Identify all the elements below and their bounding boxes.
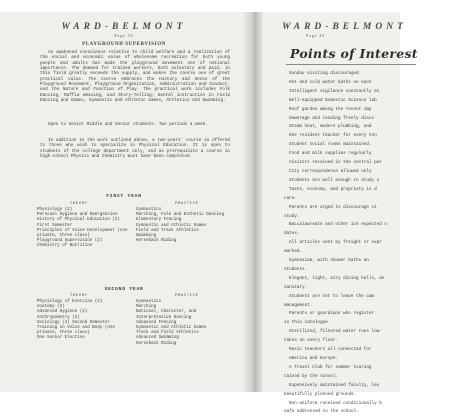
- point-item: Sunday visiting discouraged.: [289, 71, 362, 76]
- point-item: Hot and cold water baths on each: [289, 79, 372, 85]
- course-item: Playground Supervision (2): [37, 239, 103, 244]
- course-item: Advanced Swimming: [136, 336, 179, 341]
- point-item: in this catalogue.: [284, 320, 331, 326]
- point-item: care.: [284, 195, 297, 201]
- paragraph-text: Open to Senior Middle and Senior students. Two periods a week.: [48, 122, 208, 127]
- point-item: Visitors received in the central par: [289, 160, 382, 166]
- point-item: Gymnasium, with shower baths an: [289, 258, 369, 264]
- course-item: Swimming: [136, 234, 157, 239]
- first-year-practice-list: [136, 208, 231, 244]
- right-page: [262, 12, 418, 415]
- point-item: Non-uniform received conditionally b: [289, 400, 382, 406]
- second-year-practice-label: PRACTICE: [175, 294, 199, 298]
- point-item: Taste, economy, and propriety in d: [289, 186, 377, 192]
- point-item: Student social rooms maintained.: [289, 142, 372, 148]
- course-item: Advanced Hygiene (2): [37, 310, 88, 315]
- point-item: Parents or guardians who register: [289, 311, 375, 317]
- point-item: Music teachers all connected for: [289, 347, 372, 353]
- point-item: Elegant, light, airy dining halls, an: [289, 275, 385, 281]
- point-item: management.: [284, 302, 313, 308]
- points-of-interest-title: Points of Interest: [290, 46, 418, 61]
- course-item: Physiology (2): [37, 208, 73, 212]
- second-year-heading: SECOND YEAR: [104, 287, 144, 292]
- course-item: Field and Track Athletics: [136, 228, 199, 233]
- right-page-number: Page 40: [306, 34, 326, 38]
- paragraph-two-year-course: [40, 138, 230, 159]
- course-item: One Senior Elective: [37, 336, 85, 341]
- course-item: Advanced Fencing: [136, 320, 177, 325]
- point-item: Sewerage and lending freely disco: [289, 115, 375, 121]
- point-item: All articles sent by freight or expr: [289, 240, 382, 246]
- course-item: Elementary Fencing: [136, 218, 182, 223]
- point-item: City correspondence allowed only: [289, 168, 372, 174]
- point-item: safe addressed to the school.: [284, 409, 359, 415]
- course-item: Gymnastic and Athletic Games: [136, 223, 207, 228]
- point-item: A Travel Club for summer touring: [289, 364, 372, 370]
- point-item: sanitary.: [284, 284, 308, 290]
- point-item: Baccalaureate and other ice expected o: [289, 222, 387, 228]
- point-item: takes on every floor.: [284, 338, 339, 344]
- point-item: Well-equipped Domestic Science lab: [289, 97, 377, 103]
- paragraph-eligibility: [40, 122, 230, 127]
- course-item: Horseback Riding: [136, 341, 177, 346]
- title-rule: [286, 64, 416, 65]
- first-year-theory-label: THEORY: [70, 202, 88, 206]
- first-year-heading: FIRST YEAR: [106, 194, 142, 199]
- first-year-practice-label: PRACTICE: [175, 202, 199, 206]
- course-item: Marching: [136, 305, 157, 310]
- paragraph-text: In addition to the work outlined above, a two-years' course is offered to those who wish to specialize in Physical Education. It is open to students of the college department only, and as prerequisite a course in high-school Physics and Chemistry must have been completed.: [40, 138, 230, 160]
- point-item: tained by the school.: [284, 373, 339, 379]
- point-item: dates.: [284, 231, 300, 237]
- point-item: marked.: [284, 249, 303, 255]
- point-item: Food and milk supplies regularly: [289, 151, 372, 157]
- point-item: Expensively maintained faculty, las: [289, 382, 380, 388]
- point-item: Roof garden among the recent imp: [289, 106, 372, 112]
- point-item: Sterilized, filtered water runs low-: [289, 329, 382, 335]
- course-item: Personal Hygiene and Emergencies: [37, 213, 118, 218]
- left-running-head: WARD-BELMONT: [61, 22, 187, 32]
- course-item: Gymnastic and Athletic Games: [136, 326, 207, 331]
- first-year-theory-list: [37, 208, 131, 250]
- point-item: study.: [284, 213, 300, 219]
- course-item: Sociology (4) Second Semester: [37, 320, 110, 325]
- course-item: Principles of Voice Development (one private, three class): [37, 228, 128, 239]
- course-item: Anthropometry (2): [37, 315, 80, 320]
- course-item: National, Character, and Interpretative Dancing: [136, 310, 197, 320]
- course-item: Training in Voice and Body (one private, three class): [37, 326, 115, 336]
- point-item: students.: [284, 266, 308, 272]
- section-title: PLAYGROUND SUPERVISION: [82, 42, 166, 47]
- course-item: Horseback Riding: [136, 239, 177, 244]
- point-item: Students are not to leave the cam: [289, 293, 375, 299]
- point-item: Intelligent vigilance constantly ex: [289, 88, 380, 94]
- left-page-number: Page 39: [114, 34, 134, 38]
- course-item: Gymnastics: [136, 300, 162, 304]
- point-item: beautifully planned grounds.: [284, 391, 357, 397]
- course-item: Anatomy (2): [37, 305, 65, 310]
- course-item: Physiology of Exercise (2): [37, 300, 103, 304]
- right-running-head: WARD-BELMONT: [282, 22, 407, 32]
- course-item: Chemistry of Nutrition: [37, 244, 93, 249]
- left-page: [0, 12, 248, 392]
- point-item: Steam heat, modern plumbing, and: [289, 124, 372, 130]
- point-item: Students are well enough to study o: [289, 177, 380, 183]
- second-year-theory-label: THEORY: [70, 294, 88, 298]
- paragraph-intro: [40, 50, 230, 103]
- point-item: America and Europe.: [289, 356, 338, 361]
- second-year-theory-list: [37, 300, 131, 342]
- course-item: History of Physical Education (2) First Semester: [37, 218, 120, 228]
- course-item: Gymnastics: [136, 208, 162, 212]
- paragraph-text: An awakened conscience relative to child welfare and a realization of the social and economic value of wholesome recreation for both young people and adults has made the playground movement one of national importance. The demand for trained workers, both voluntary and paid, in this field greatly exceeds the supply, and makes the course one of great practical value. The course embraces the History and Sense of the Playground Movement, Playground Organization, Administration and Conduct, and the Nature and Function of Play. The practical work includes Folk Dancing, Raffia Weaving, and Story-Telling; mental instruction in Field Dancing and Games, Gymnastic and Athletic Games, Athletics and Swimming.: [40, 50, 230, 104]
- second-year-practice-list: [136, 300, 231, 347]
- point-item: Parents are urged to discourage vi: [289, 204, 377, 210]
- course-item: Track and Field Athletics: [136, 331, 199, 336]
- course-item: Marching, Folk and Esthetic Dancing: [136, 213, 224, 218]
- points-list: [284, 70, 464, 417]
- point-item: One resident teacher for every ten: [289, 133, 377, 139]
